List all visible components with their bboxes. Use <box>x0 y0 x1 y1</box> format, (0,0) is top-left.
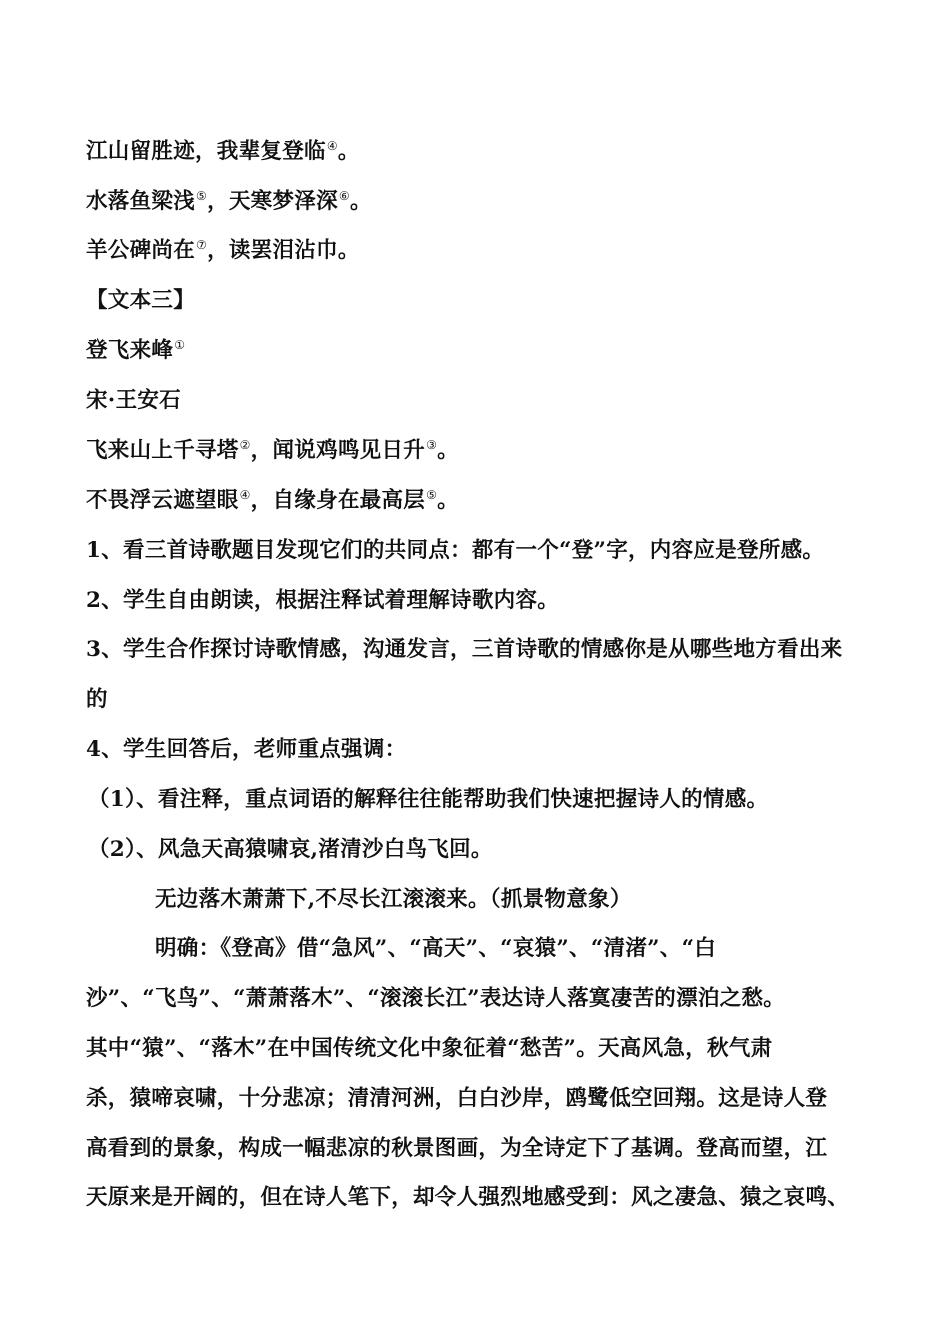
footnote-marker: ② <box>239 437 251 452</box>
poem3-title <box>86 336 185 366</box>
poem2-line-5-a: 羊公碑尚在 <box>86 238 196 263</box>
poem2-line-5-b: ，读罢泪沾巾。 <box>207 238 360 263</box>
text3-heading: 【文本三】 <box>86 288 196 313</box>
poem3-line-2-a: 不畏浮云遮望眼 <box>86 488 239 513</box>
poem2-line-4 <box>86 187 372 217</box>
analysis-line-1: 明确：《登高》借“急风”、“高天”、“哀猿”、“清渚”、“白 <box>155 936 717 961</box>
step-3: 3、学生合作探讨诗歌情感，沟通发言，三首诗歌的情感你是从哪些地方看出来 <box>86 637 843 662</box>
poem3-line-1-a: 飞来山上千寻塔 <box>86 438 239 463</box>
poem2-line-3-text: 江山留胜迹，我辈复登临 <box>86 139 326 164</box>
poem3-author: 宋·王安石 <box>86 388 181 413</box>
footnote-marker: ⑤ <box>196 188 208 203</box>
poem3-line-2-end: 。 <box>437 488 459 513</box>
analysis-line-4: 杀，猿啼哀啸，十分悲凉；清清河洲，白白沙岸，鸥鹭低空回翔。这是诗人登 <box>86 1086 828 1111</box>
footnote-marker: ① <box>174 337 186 352</box>
poem3-title-text: 登飞来峰 <box>86 338 174 363</box>
poem3-line-1 <box>86 436 459 466</box>
analysis-line-2: 沙”、“飞鸟”、“萧萧落木”、“滚滚长江”表达诗人落寞凄苦的漂泊之愁。 <box>86 986 786 1011</box>
analysis-line-6: 天原来是开阔的，但在诗人笔下，却令人强烈地感受到：风之凄急、猿之哀鸣、 <box>86 1185 850 1210</box>
poem3-line-1-b: ，闻说鸡鸣见日升 <box>250 438 426 463</box>
footnote-marker: ⑤ <box>426 487 438 502</box>
poem2-line-4-b: ，天寒梦泽深 <box>207 189 338 214</box>
footnote-marker: ⑥ <box>338 188 350 203</box>
step-3-continued: 的 <box>86 687 108 712</box>
analysis-line-5: 高看到的景象，构成一幅悲凉的秋景图画，为全诗定下了基调。登高而望，江 <box>86 1136 828 1161</box>
step-1: 1、看三首诗歌题目发现它们的共同点：都有一个“登”字，内容应是登所感。 <box>86 538 825 563</box>
poem2-line-3-end: 。 <box>337 139 360 164</box>
point-1: （1）、看注释，重点词语的解释往往能帮助我们快速把握诗人的情感。 <box>88 787 769 812</box>
poem3-line-2 <box>86 486 459 516</box>
poem2-line-4-end: 。 <box>349 189 372 214</box>
poem3-line-2-b: ，自缘身在最高层 <box>250 488 426 513</box>
analysis-line-3: 其中“猿”、“落木”在中国传统文化中象征着“愁苦”。天高风急，秋气肃 <box>86 1036 773 1061</box>
poem2-line-3 <box>86 137 360 167</box>
footnote-marker: ③ <box>426 437 438 452</box>
point-2-continued: 无边落木萧萧下,不尽长江滚滚来。（抓景物意象） <box>155 887 632 912</box>
footnote-marker: ⑦ <box>196 237 208 252</box>
step-4: 4、学生回答后，老师重点强调： <box>86 737 407 762</box>
poem2-line-5 <box>86 236 360 266</box>
poem3-line-1-end: 。 <box>437 438 459 463</box>
step-2: 2、学生自由朗读，根据注释试着理解诗歌内容。 <box>86 588 560 613</box>
footnote-marker: ④ <box>326 138 338 153</box>
footnote-marker: ④ <box>239 487 251 502</box>
poem2-line-4-a: 水落鱼梁浅 <box>86 189 196 214</box>
point-2: （2）、风急天高猿啸哀,渚清沙白鸟飞回。 <box>88 837 493 862</box>
